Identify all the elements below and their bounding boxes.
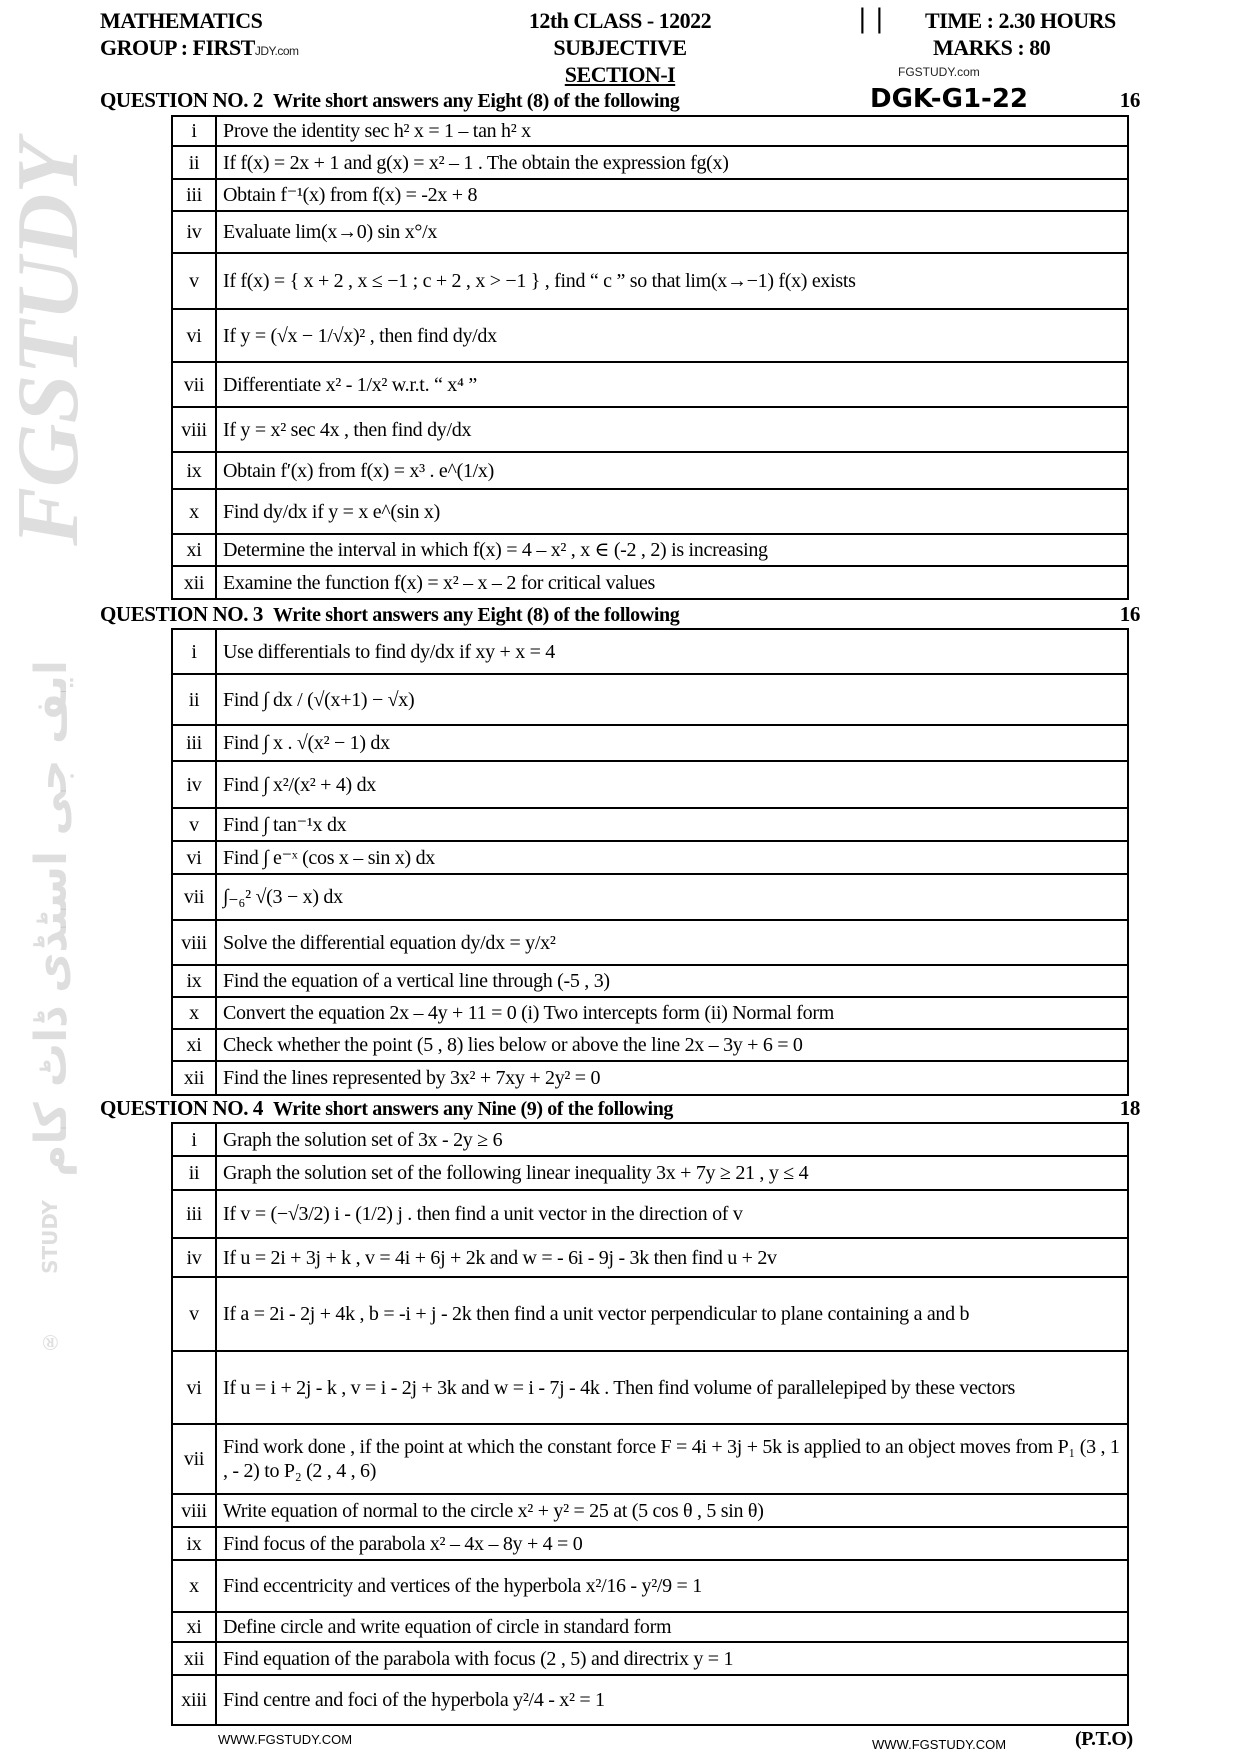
item-number: vi	[172, 309, 216, 362]
question-item	[172, 1424, 1128, 1494]
item-text: Prove the identity sec h² x = 1 – tan h² x	[216, 116, 1128, 146]
item-text: Differentiate x² - 1/x² w.r.t. “ x⁴ ”	[216, 362, 1128, 407]
item-number: x	[172, 489, 216, 534]
item-text: Find dy/dx if y = x e^(sin x)	[216, 489, 1128, 534]
question-item	[172, 1029, 1128, 1061]
item-text: If u = 2i + 3j + k , v = 4i + 6j + 2k and w = - 6i - 9j - 3k then find u + 2v	[216, 1238, 1128, 1277]
item-text: Find eccentricity and vertices of the hyperbola x²/16 - y²/9 = 1	[216, 1560, 1128, 1612]
item-text: Find equation of the parabola with focus (2 , 5) and directrix y = 1	[216, 1642, 1128, 1675]
question-item	[172, 116, 1128, 146]
item-text: Find focus of the parabola x² – 4x – 8y + 4 = 0	[216, 1527, 1128, 1560]
question-2-table	[171, 115, 1129, 600]
item-text: Find ∫ dx / (√(x+1) − √x)	[216, 674, 1128, 725]
item-number: xiii	[172, 1675, 216, 1725]
paper-type: SUBJECTIVE	[553, 35, 687, 60]
item-text: If y = (√x − 1/√x)² , then find dy/dx	[216, 309, 1128, 362]
item-number: vi	[172, 1351, 216, 1424]
question-item	[172, 808, 1128, 841]
item-number: iii	[172, 1190, 216, 1238]
item-number: iv	[172, 211, 216, 253]
item-number: vi	[172, 841, 216, 874]
item-number: v	[172, 808, 216, 841]
footer-url-right: WWW.FGSTUDY.COM	[872, 1737, 1007, 1752]
watermark-brand: FGSTUDY	[0, 140, 97, 546]
question-item	[172, 566, 1128, 599]
item-number: ii	[172, 1156, 216, 1190]
question-item	[172, 965, 1128, 997]
item-text: If a = 2i - 2j + 4k , b = -i + j - 2k then find a unit vector perpendicular to plane containing a and b	[216, 1277, 1128, 1351]
item-number: x	[172, 997, 216, 1029]
item-text: Write equation of normal to the circle x² + y² = 25 at (5 cos θ , 5 sin θ)	[216, 1494, 1128, 1527]
question-item	[172, 674, 1128, 725]
item-text: Find centre and foci of the hyperbola y²/4 - x² = 1	[216, 1675, 1128, 1725]
item-number: v	[172, 253, 216, 309]
time-label: TIME : 2.30 HOURS	[925, 8, 1116, 33]
question-instruction: Write short answers any Eight (8) of the following	[273, 604, 680, 626]
question-title: QUESTION NO. 4	[100, 1096, 264, 1120]
question-item	[172, 1123, 1128, 1156]
item-number: ii	[172, 674, 216, 725]
item-text: Find work done , if the point at which the constant force F = 4i + 3j + 5k is applied to an object moves from P₁ (3 , 1 , - 2) to P₂ (2 , 4 , 6)	[216, 1424, 1128, 1494]
group-watermark: JDY.com	[254, 44, 299, 58]
question-item	[172, 1061, 1128, 1095]
section-title: SECTION-I	[564, 62, 676, 87]
question-marks: 18	[1119, 1096, 1140, 1120]
item-text: Examine the function f(x) = x² – x – 2 for critical values	[216, 566, 1128, 599]
item-text: Obtain f⁻¹(x) from f(x) = -2x + 8	[216, 179, 1128, 211]
question-item	[172, 1238, 1128, 1277]
question-instruction: Write short answers any Nine (9) of the following	[273, 1098, 674, 1120]
question-item	[172, 874, 1128, 920]
question-item	[172, 179, 1128, 211]
marks-label: MARKS : 80	[933, 35, 1051, 60]
item-number: iii	[172, 179, 216, 211]
footer-url-left: WWW.FGSTUDY.COM	[218, 1732, 353, 1747]
item-text: If f(x) = { x + 2 , x ≤ −1 ; c + 2 , x > −1 } , find “ c ” so that lim(x→−1) f(x) exists	[216, 253, 1128, 309]
question-3-table	[171, 628, 1129, 1096]
item-number: xii	[172, 1061, 216, 1095]
item-number: viii	[172, 407, 216, 452]
question-item	[172, 1277, 1128, 1351]
item-number: ii	[172, 146, 216, 179]
item-number: ix	[172, 1527, 216, 1560]
item-text: ∫₋₆² √(3 − x) dx	[216, 874, 1128, 920]
question-marks: 16	[1119, 88, 1140, 112]
question-item	[172, 309, 1128, 362]
item-number: i	[172, 629, 216, 674]
group-text: GROUP : FIRST	[100, 35, 255, 60]
item-text: Find the equation of a vertical line through (-5 , 3)	[216, 965, 1128, 997]
handwritten-marks: | |	[858, 4, 884, 34]
marks-watermark: FGSTUDY.com	[898, 65, 980, 79]
item-number: iv	[172, 1238, 216, 1277]
group-label	[100, 35, 299, 60]
question-item	[172, 534, 1128, 566]
item-number: ix	[172, 452, 216, 489]
question-item	[172, 1560, 1128, 1612]
item-text: If f(x) = 2x + 1 and g(x) = x² – 1 . The obtain the expression fg(x)	[216, 146, 1128, 179]
item-number: viii	[172, 920, 216, 965]
item-number: iv	[172, 761, 216, 808]
item-text: Find ∫ x . √(x² − 1) dx	[216, 725, 1128, 761]
question-4-header	[100, 1097, 1140, 1120]
question-item	[172, 725, 1128, 761]
item-text: Graph the solution set of 3x - 2y ≥ 6	[216, 1123, 1128, 1156]
item-number: xi	[172, 534, 216, 566]
question-item	[172, 1527, 1128, 1560]
question-item	[172, 407, 1128, 452]
item-text: Convert the equation 2x – 4y + 11 = 0 (i) Two intercepts form (ii) Normal form	[216, 997, 1128, 1029]
item-text: Find ∫ e⁻ˣ (cos x – sin x) dx	[216, 841, 1128, 874]
item-text: Evaluate lim(x→0) sin x°/x	[216, 211, 1128, 253]
item-text: Find the lines represented by 3x² + 7xy + 2y² = 0	[216, 1061, 1128, 1095]
question-item	[172, 146, 1128, 179]
question-item	[172, 1494, 1128, 1527]
item-text: Determine the interval in which f(x) = 4 – x² , x ∈ (-2 , 2) is increasing	[216, 534, 1128, 566]
question-item	[172, 841, 1128, 874]
question-item	[172, 1156, 1128, 1190]
item-number: i	[172, 116, 216, 146]
item-number: xi	[172, 1612, 216, 1642]
item-text: Solve the differential equation dy/dx = y/x²	[216, 920, 1128, 965]
watermark-sub: STUDY	[38, 1200, 62, 1274]
question-title: QUESTION NO. 3	[100, 602, 264, 626]
question-item	[172, 211, 1128, 253]
item-number: v	[172, 1277, 216, 1351]
question-item	[172, 629, 1128, 674]
item-number: viii	[172, 1494, 216, 1527]
item-number: iii	[172, 725, 216, 761]
item-number: xii	[172, 1642, 216, 1675]
question-item	[172, 1190, 1128, 1238]
item-number: x	[172, 1560, 216, 1612]
item-text: Check whether the point (5 , 8) lies below or above the line 2x – 3y + 6 = 0	[216, 1029, 1128, 1061]
item-number: vii	[172, 874, 216, 920]
item-text: Use differentials to find dy/dx if xy + x = 4	[216, 629, 1128, 674]
item-text: Obtain f′(x) from f(x) = x³ . e^(1/x)	[216, 452, 1128, 489]
pto-label: (P.T.O)	[1075, 1728, 1133, 1750]
item-number: xii	[172, 566, 216, 599]
item-text: Find ∫ x²/(x² + 4) dx	[216, 761, 1128, 808]
question-item	[172, 1351, 1128, 1424]
question-item	[172, 997, 1128, 1029]
item-text: If v = (−√3/2) i - (1/2) j . then find a unit vector in the direction of v	[216, 1190, 1128, 1238]
item-text: If y = x² sec 4x , then find dy/dx	[216, 407, 1128, 452]
question-marks: 16	[1119, 602, 1140, 626]
question-title: QUESTION NO. 2	[100, 88, 264, 112]
question-item	[172, 920, 1128, 965]
question-item	[172, 489, 1128, 534]
item-text: Find ∫ tan⁻¹x dx	[216, 808, 1128, 841]
question-item	[172, 253, 1128, 309]
item-number: i	[172, 1123, 216, 1156]
item-number: xi	[172, 1029, 216, 1061]
handwritten-code: DGK-G1-22	[870, 84, 1029, 114]
class-title: 12th CLASS - 12022	[528, 8, 712, 33]
question-4-table	[171, 1122, 1129, 1726]
watermark-urdu: ایف جی اسٹڈی ڈاٹ کام	[26, 660, 77, 1177]
question-instruction: Write short answers any Eight (8) of the following	[273, 90, 680, 112]
question-item	[172, 1612, 1128, 1642]
watermark-registered: ®	[38, 1330, 63, 1355]
question-item	[172, 1642, 1128, 1675]
item-text: If u = i + 2j - k , v = i - 2j + 3k and w = i - 7j - 4k . Then find volume of parallelepiped by these vectors	[216, 1351, 1128, 1424]
item-number: vii	[172, 362, 216, 407]
question-item	[172, 1675, 1128, 1725]
item-text: Define circle and write equation of circle in standard form	[216, 1612, 1128, 1642]
question-item	[172, 452, 1128, 489]
item-number: ix	[172, 965, 216, 997]
question-3-header	[100, 603, 1140, 626]
question-item	[172, 362, 1128, 407]
item-number: vii	[172, 1424, 216, 1494]
item-text: Graph the solution set of the following linear inequality 3x + 7y ≥ 21 , y ≤ 4	[216, 1156, 1128, 1190]
subject-title: MATHEMATICS	[100, 8, 263, 33]
question-item	[172, 761, 1128, 808]
